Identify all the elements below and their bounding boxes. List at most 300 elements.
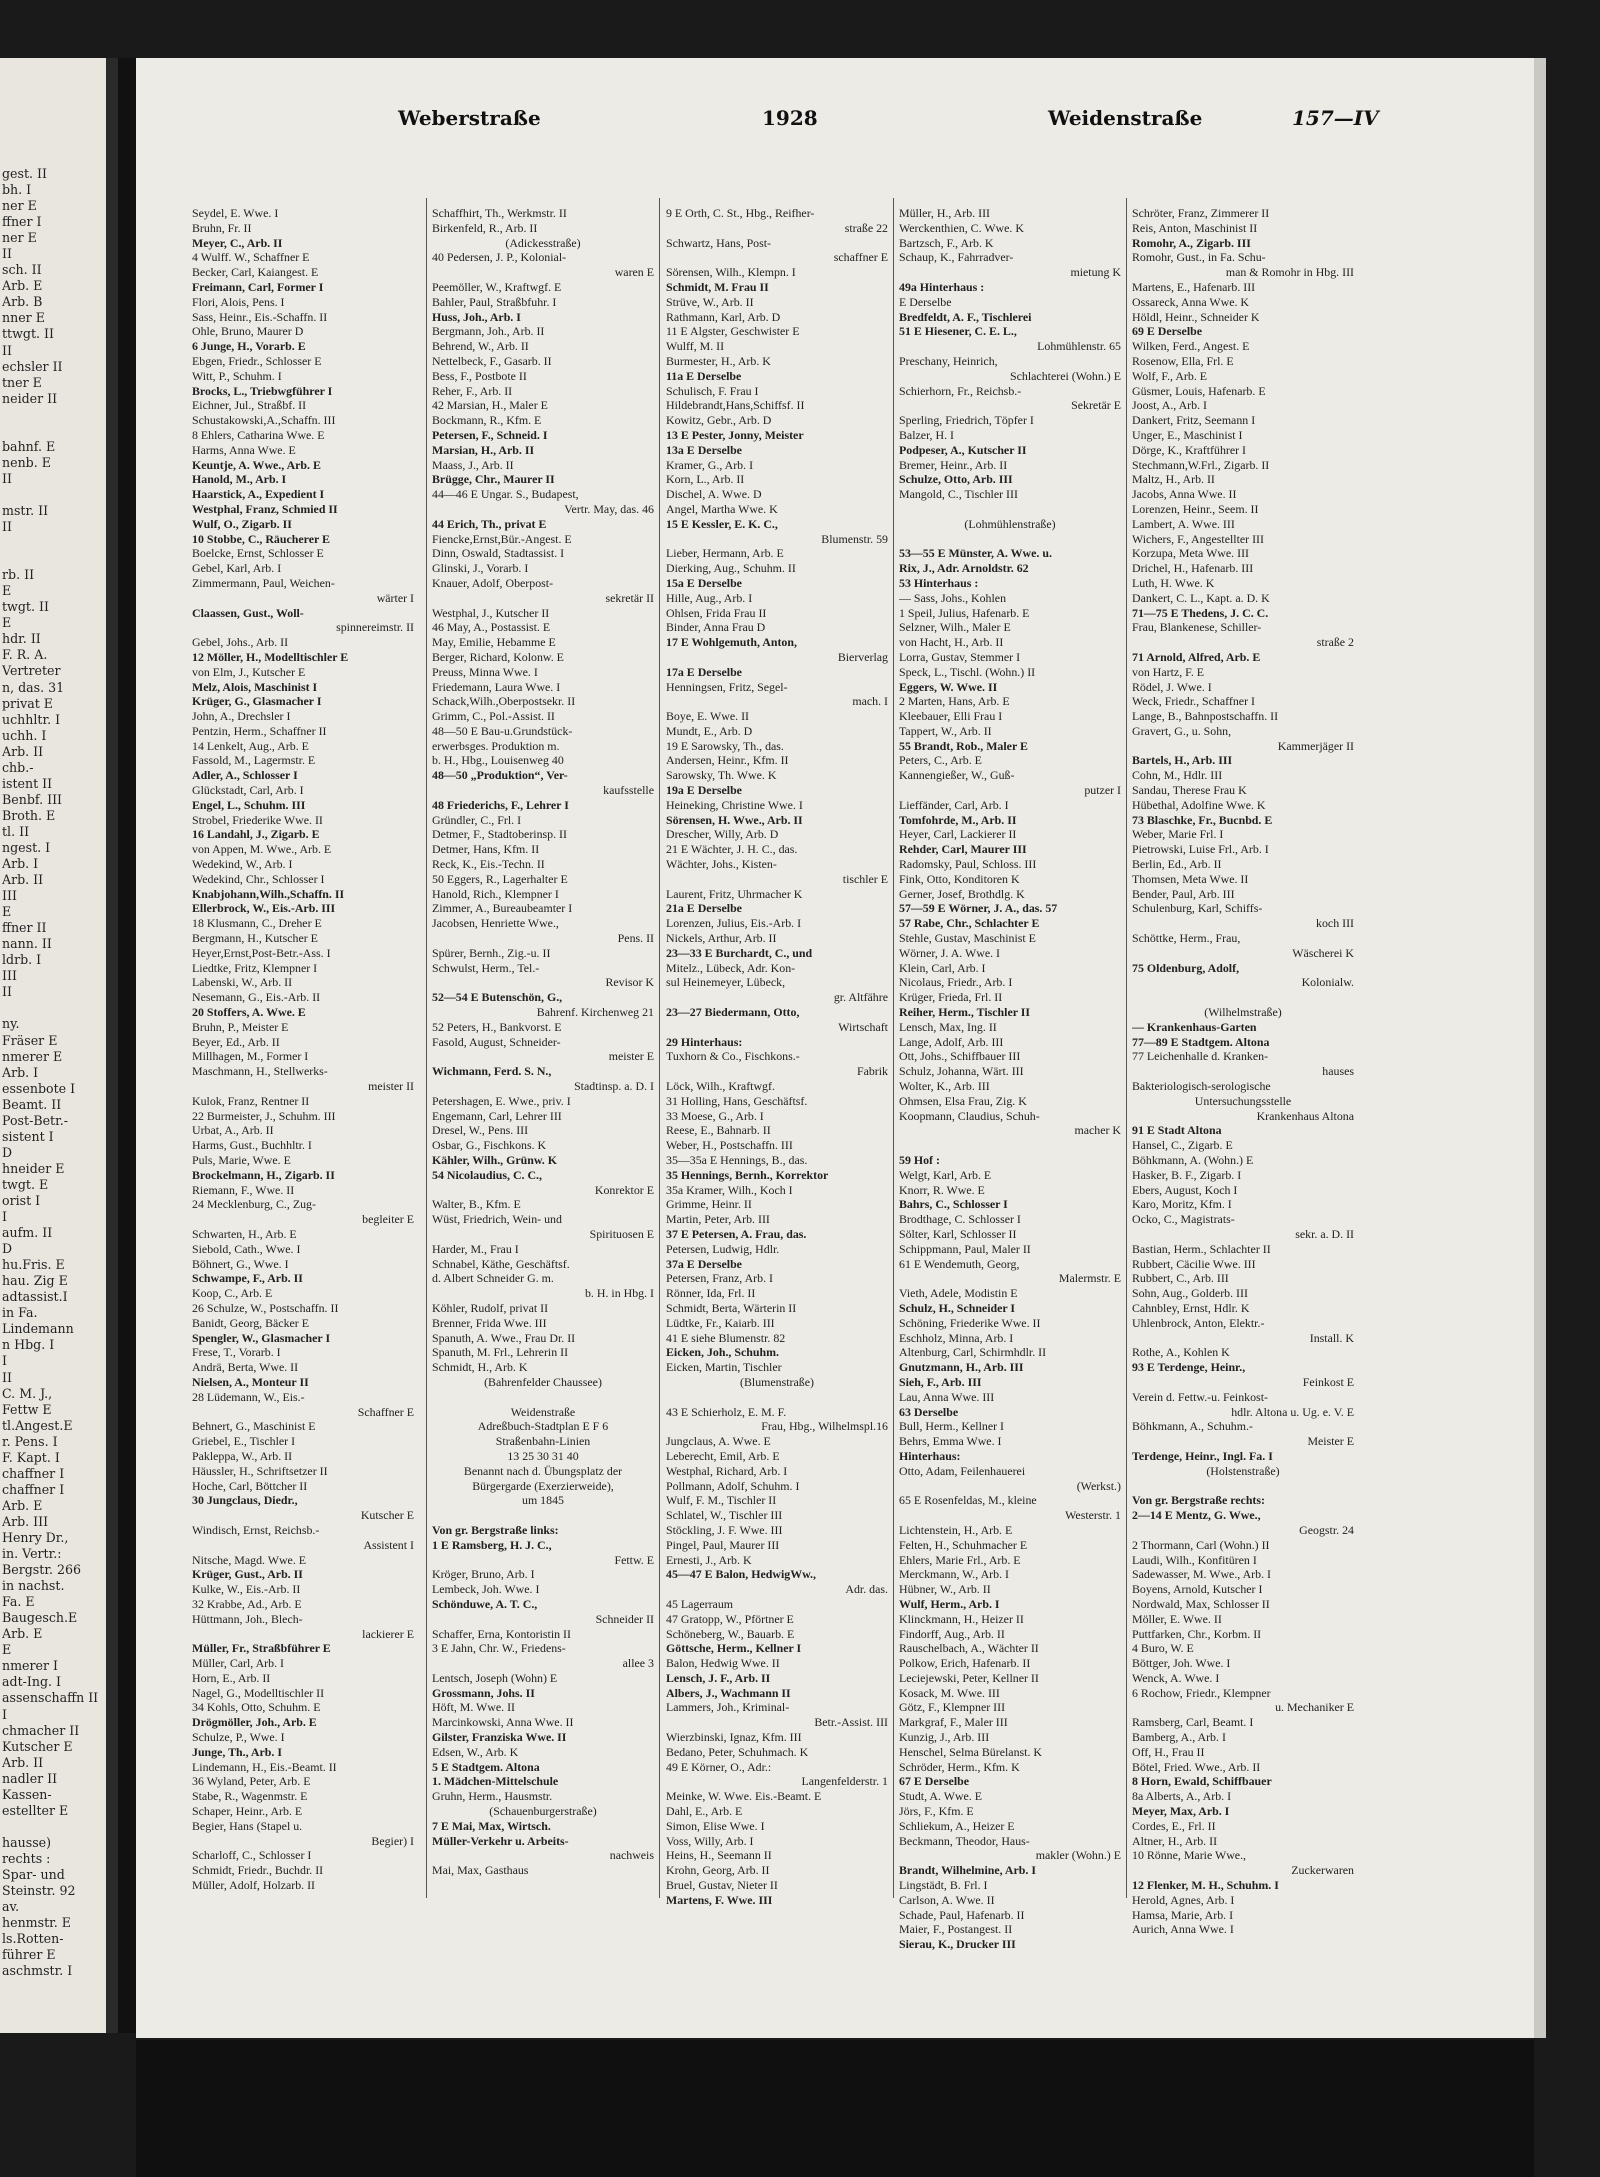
directory-entry: Müller, Adolf, Holzarb. II <box>192 1878 316 1893</box>
directory-entry: Sörensen, Wilh., Klempn. I <box>666 265 796 280</box>
directory-entry: Spanuth, A. Wwe., Frau Dr. II <box>432 1330 576 1345</box>
directory-entry: Behnert, G., Maschinist E <box>192 1419 316 1434</box>
directory-entry: Begier) I <box>371 1833 414 1848</box>
directory-entry: makler (Wohn.) E <box>1035 1848 1121 1863</box>
directory-entry: Harder, M., Frau I <box>432 1241 519 1256</box>
directory-entry: 55 Brandt, Rob., Maler E <box>899 738 1028 753</box>
directory-entry: Adler, A., Schlosser I <box>192 768 298 783</box>
directory-entry: Frau, Blankenese, Schiller- <box>1132 620 1262 635</box>
facing-page-line: ls.Rotten- <box>2 1931 64 1947</box>
directory-entry: Gründler, C., Frl. I <box>432 812 522 827</box>
directory-entry: (Holstenstraße) <box>1206 1463 1280 1478</box>
directory-entry: Nickels, Arthur, Arb. II <box>666 931 777 946</box>
directory-entry: Geogstr. 24 <box>1299 1522 1354 1537</box>
directory-entry: Ebers, August, Koch I <box>1132 1182 1238 1197</box>
directory-entry: Balon, Hedwig Wwe. II <box>666 1656 780 1671</box>
directory-entry: begleiter E <box>362 1212 414 1227</box>
directory-entry: Wirtschaft <box>838 1019 888 1034</box>
facing-page-line: F. R. A. <box>2 647 48 663</box>
directory-entry: Schulze, Otto, Arb. III <box>899 472 1013 487</box>
facing-page-line: II <box>2 470 12 486</box>
directory-entry: Schliekum, A., Heizer E <box>899 1818 1015 1833</box>
directory-entry: Schulisch, F. Frau I <box>666 383 759 398</box>
facing-page-line: uchhltr. I <box>2 711 61 727</box>
directory-entry: Tuxhorn & Co., Fischkons.- <box>666 1049 800 1064</box>
directory-entry: um 1845 <box>522 1493 564 1508</box>
directory-entry: Wächter, Johs., Kisten- <box>666 857 777 872</box>
directory-entry: Sohn, Aug., Golderb. III <box>1132 1286 1248 1301</box>
directory-entry: Walter, B., Kfm. E <box>432 1197 521 1212</box>
directory-entry: Brandt, Wilhelmine, Arb. I <box>899 1863 1036 1878</box>
directory-entry: 6 Rochow, Friedr., Klempner <box>1132 1685 1271 1700</box>
directory-entry: Bockmann, R., Kfm. E <box>432 413 542 428</box>
directory-entry: 15 E Kessler, E. K. C., <box>666 516 778 531</box>
directory-entry: Lorra, Gustav, Stemmer I <box>899 649 1021 664</box>
facing-page-line: ffner II <box>2 920 47 936</box>
directory-entry: Schmidt, Berta, Wärterin II <box>666 1300 797 1315</box>
directory-entry: Stöckling, J. F. Wwe. III <box>666 1522 783 1537</box>
directory-entry: 67 E Derselbe <box>899 1774 970 1789</box>
directory-entry: Ebgen, Friedr., Schlosser E <box>192 353 322 368</box>
directory-entry: 1. Mädchen-Mittelschule <box>432 1774 559 1789</box>
directory-entry: Hübner, W., Arb. II <box>899 1582 991 1597</box>
directory-entry: Sekretär E <box>1071 398 1121 413</box>
facing-page-line: ngest. I <box>2 839 51 855</box>
directory-entry: Knorr, R. Wwe. E <box>899 1182 985 1197</box>
directory-entry: Hildebrandt,Hans,Schiffsf. II <box>666 398 805 413</box>
facing-page-line: Spar- und <box>2 1866 65 1882</box>
directory-entry: Kosack, M. Wwe. III <box>899 1685 1000 1700</box>
directory-entry: 42 Marsian, H., Maler E <box>432 398 548 413</box>
directory-entry: Cohn, M., Hdlr. III <box>1132 768 1223 783</box>
directory-entry: Hasker, B. F., Zigarb. I <box>1132 1167 1242 1182</box>
directory-entry: Bergmann, Joh., Arb. II <box>432 324 545 339</box>
directory-entry: Nordwald, Max, Schlosser II <box>1132 1596 1270 1611</box>
scan-background <box>136 2040 1534 2177</box>
directory-entry: Hansel, C., Zigarb. E <box>1132 1138 1233 1153</box>
directory-entry: Glinski, J., Vorarb. I <box>432 561 529 576</box>
directory-entry: Brocks, L., Triebwgführer I <box>192 383 333 398</box>
facing-page-line: Baugesch.E <box>2 1610 78 1626</box>
directory-entry: Langenfelderstr. 1 <box>801 1774 888 1789</box>
directory-entry: Zimmermann, Paul, Weichen- <box>192 575 335 590</box>
directory-entry: Ellerbrock, W., Eis.-Arb. III <box>192 901 336 916</box>
facing-page-line: nmerer E <box>2 1048 63 1064</box>
directory-entry: Westphal, Richard, Arb. I <box>666 1463 788 1478</box>
directory-entry: Bahrenf. Kirchenweg 21 <box>536 1005 654 1020</box>
directory-entry: Bakteriologisch-serologische <box>1132 1079 1271 1094</box>
facing-page-line: echsler II <box>2 358 63 374</box>
directory-entry: Meister E <box>1307 1434 1354 1449</box>
facing-page-line: ldrb. I <box>2 952 42 968</box>
directory-entry: Rubbert, Cäcilie Wwe. III <box>1132 1256 1256 1271</box>
directory-entry: Fabrik <box>856 1064 888 1079</box>
directory-entry: Off, H., Frau II <box>1132 1744 1205 1759</box>
directory-entry: 48 Friederichs, F., Lehrer I <box>432 797 569 812</box>
directory-entry: 19 E Sarowsky, Th., das. <box>666 738 784 753</box>
directory-entry <box>666 1390 888 1405</box>
directory-entry: 65 E Rosenfeldas, M., kleine <box>899 1493 1037 1508</box>
directory-entry: 24 Mecklenburg, C., Zug- <box>192 1197 316 1212</box>
facing-page-line: Arb. I <box>2 1064 39 1080</box>
directory-entry: Pakleppa, W., Arb. II <box>192 1448 293 1463</box>
directory-entry: Pentzin, Herm., Schaffner II <box>192 723 327 738</box>
facing-page-line: chaffner I <box>2 1465 65 1481</box>
directory-entry: Haarstick, A., Expedient I <box>192 487 325 502</box>
directory-entry: 5 E Stadtgem. Altona <box>432 1759 540 1774</box>
facing-page-line: chb.- <box>2 759 34 775</box>
facing-page-line: n Hbg. I <box>2 1337 55 1353</box>
directory-entry: Kutscher E <box>360 1508 414 1523</box>
directory-entry: Stechmann,W.Frl., Zigarb. II <box>1132 457 1270 472</box>
directory-entry: spinnereimstr. II <box>336 620 414 635</box>
directory-entry: Heyer,Ernst,Post-Betr.-Ass. I <box>192 945 331 960</box>
directory-entry: Dierking, Aug., Schuhm. II <box>666 561 796 576</box>
facing-page-line: III <box>2 888 17 904</box>
facing-page-line: E <box>2 615 12 631</box>
directory-entry: Westphal, J., Kutscher II <box>432 605 550 620</box>
directory-entry: 26 Schulze, W., Postschaffn. II <box>192 1300 339 1315</box>
directory-entry: Lentsch, Joseph (Wohn) E <box>432 1670 558 1685</box>
directory-entry: 51 E Hiesener, C. E. L., <box>899 324 1017 339</box>
directory-entry: 11 E Algster, Geschwister E <box>666 324 800 339</box>
directory-entry: Bruel, Gustav, Nieter II <box>666 1878 778 1893</box>
directory-entry: Studt, A. Wwe. E <box>899 1789 983 1804</box>
directory-entry: Bergmann, H., Kutscher E <box>192 931 318 946</box>
directory-entry: Kunzig, J., Arb. III <box>899 1730 990 1745</box>
directory-entry: Schwampe, F., Arb. II <box>192 1271 303 1286</box>
directory-entry: Schaper, Heinr., Arb. E <box>192 1804 303 1819</box>
directory-entry: von Hartz, F. E <box>1132 664 1205 679</box>
facing-page-line: III <box>2 968 17 984</box>
directory-entry: 7 E Mai, Max, Wirtsch. <box>432 1818 551 1833</box>
facing-page-line: II <box>2 342 12 358</box>
directory-entry: Berlin, Ed., Arb. II <box>1132 857 1222 872</box>
directory-entry: Schippmann, Paul, Maler II <box>899 1241 1031 1256</box>
directory-entry: 28 Lüdemann, W., Eis.- <box>192 1389 305 1404</box>
directory-entry: Schröder, Herm., Kfm. K <box>899 1759 1020 1774</box>
directory-entry: 36 Wyland, Peter, Arb. E <box>192 1774 311 1789</box>
directory-entry: Melz, Alois, Maschinist I <box>192 679 318 694</box>
directory-entry: b. H., Hbg., Louisenweg 40 <box>432 753 564 768</box>
facing-page-line: gest. II <box>2 166 47 181</box>
directory-column-1 <box>192 206 414 1893</box>
directory-entry: Kähler, Wilh., Grünw. K <box>432 1153 557 1167</box>
facing-page-line: tl.Angest.E <box>2 1417 73 1433</box>
directory-entry: Häussler, H., Schriftsetzer II <box>192 1463 328 1478</box>
directory-entry: Sadewasser, M. Wwe., Arb. I <box>1132 1567 1271 1582</box>
directory-entry: Hanold, M., Arb. I <box>192 472 287 487</box>
directory-entry: Lingstädt, B. Frl. I <box>899 1878 988 1893</box>
directory-entry: Freimann, Carl, Former I <box>192 279 324 294</box>
directory-entry: Rönner, Ida, Frl. II <box>666 1286 756 1301</box>
directory-entry: 71 Arnold, Alfred, Arb. E <box>1132 649 1261 664</box>
directory-entry: Behrend, W., Arb. II <box>432 339 529 354</box>
directory-entry: Birkenfeld, R., Arb. II <box>432 220 538 235</box>
directory-entry <box>432 1508 654 1523</box>
facing-page-line: hdr. II <box>2 631 41 647</box>
directory-entry: hdlr. Altona u. Ug. e. V. E <box>1231 1404 1354 1419</box>
directory-entry: Mangold, C., Tischler III <box>899 487 1018 502</box>
directory-entry: Terdenge, Heinr., Ingl. Fa. I <box>1132 1448 1273 1463</box>
directory-entry: Vertr. May, das. 46 <box>564 501 654 516</box>
directory-entry: Harms, Anna Wwe. E <box>192 442 296 457</box>
directory-entry: 69 E Derselbe <box>1132 324 1203 339</box>
directory-entry: Müller-Verkehr u. Arbeits- <box>432 1833 569 1848</box>
directory-entry: Böhkmann, A., Schuhm.- <box>1132 1419 1253 1434</box>
directory-entry: Leciejewski, Peter, Kellner II <box>899 1670 1039 1685</box>
facing-page-line: ffner I <box>2 214 42 230</box>
directory-entry: Peters, C., Arb. E <box>899 753 982 768</box>
directory-entry: Otto, Adam, Feilenhauerei <box>899 1463 1026 1478</box>
directory-entry: Griebel, E., Tischler I <box>192 1434 296 1449</box>
directory-entry: Kröger, Bruno, Arb. I <box>432 1567 535 1582</box>
directory-entry: Ohle, Bruno, Maurer D <box>192 324 304 339</box>
directory-entry: Dischel, A. Wwe. D <box>666 487 762 502</box>
directory-entry: 57—59 E Wörner, J. A., das. 57 <box>899 901 1058 916</box>
facing-page-line: ner E <box>2 198 37 214</box>
directory-entry: Dörge, K., Kraftführer I <box>1132 442 1247 457</box>
directory-entry: Urbat, A., Arb. II <box>192 1123 274 1138</box>
directory-entry: Detmer, Hans, Kfm. II <box>432 842 540 857</box>
directory-entry: Maass, J., Arb. II <box>432 457 514 472</box>
directory-entry <box>899 502 1121 517</box>
directory-entry: Wulf, O., Zigarb. II <box>192 516 292 531</box>
directory-entry: Eschholz, Minna, Arb. I <box>899 1330 1014 1345</box>
directory-entry: Riemann, F., Wwe. II <box>192 1182 295 1197</box>
directory-entry: Göttsche, Herm., Kellner I <box>666 1641 802 1656</box>
facing-page-line: mstr. II <box>2 502 49 518</box>
facing-page-line: av. <box>2 1899 20 1915</box>
facing-page-line: I <box>2 1209 7 1225</box>
directory-entry: Polkow, Erich, Hafenarb. II <box>899 1656 1031 1671</box>
facing-page-line: tner E <box>2 374 42 390</box>
directory-entry: Grimm, C., Pol.-Assist. II <box>432 709 555 724</box>
directory-entry: Koopmann, Claudius, Schuh- <box>899 1108 1040 1123</box>
page-edge-shadow <box>1534 58 1546 2038</box>
directory-entry: Claassen, Gust., Woll- <box>192 605 304 620</box>
directory-entry: Frau, Hbg., Wilhelmspl.16 <box>761 1419 888 1434</box>
facing-page-line: Benbf. III <box>2 791 63 807</box>
facing-page-line: bh. I <box>2 182 32 198</box>
directory-entry: Petersen, Ludwig, Hdlr. <box>666 1241 780 1256</box>
directory-entry: Eicken, Joh., Schuhm. <box>666 1345 779 1360</box>
directory-entry: Petersen, F., Schneid. I <box>432 427 548 442</box>
directory-entry: Rix, J., Adr. Arnoldstr. 62 <box>899 561 1029 576</box>
facing-page-line: aufm. II <box>2 1225 53 1241</box>
directory-entry: Knabjohann,Wilh.,Schaffn. II <box>192 886 345 901</box>
directory-entry: schaffner E <box>833 250 888 265</box>
facing-page-line <box>2 1819 98 1835</box>
directory-entry: Drescher, Willy, Arb. D <box>666 827 779 842</box>
directory-entry: Merckmann, W., Arb. I <box>899 1567 1009 1582</box>
directory-entry: Martin, Peter, Arb. III <box>666 1212 770 1227</box>
directory-entry: 18 Klusmann, C., Dreher E <box>192 916 322 931</box>
directory-entry: Bender, Paul, Arb. III <box>1132 886 1235 901</box>
directory-entry: Nesemann, G., Eis.-Arb. II <box>192 990 321 1005</box>
directory-entry: Rathmann, Karl, Arb. D <box>666 309 781 324</box>
directory-entry: Bastian, Herm., Schlachter II <box>1132 1241 1271 1256</box>
directory-entry: Kramer, G., Arb. I <box>666 457 754 472</box>
directory-entry: Assistent I <box>363 1537 414 1552</box>
facing-page-line <box>2 407 98 423</box>
directory-entry: Siebold, Cath., Wwe. I <box>192 1241 301 1256</box>
directory-entry: 77 Leichenhalle d. Kranken- <box>1132 1049 1269 1064</box>
facing-page-line: twgt. II <box>2 599 49 615</box>
directory-entry: Ernesti, J., Arb. K <box>666 1552 752 1567</box>
directory-entry: Bartels, H., Arb. III <box>1132 753 1233 768</box>
directory-entry: Junge, Th., Arb. I <box>192 1744 282 1759</box>
directory-entry: Sölter, Karl, Schlosser II <box>899 1226 1017 1241</box>
directory-entry: nachweis <box>609 1848 654 1863</box>
directory-entry: 21 E Wächter, J. H. C., das. <box>666 842 798 857</box>
directory-entry: Korn, L., Arb. II <box>666 472 745 487</box>
directory-entry: Bahler, Paul, Straßbfuhr. I <box>432 294 557 309</box>
directory-entry: Lieber, Hermann, Arb. E <box>666 546 784 561</box>
directory-entry: Henningsen, Fritz, Segel- <box>666 679 788 694</box>
directory-entry: Wedekind, W., Arb. I <box>192 857 293 872</box>
directory-entry: 57 Rabe, Chr., Schlachter E <box>899 916 1040 931</box>
directory-entry: Köhler, Rudolf, privat II <box>432 1300 549 1315</box>
directory-entry: Strobel, Friederike Wwe. II <box>192 812 323 827</box>
directory-entry: 13 25 30 31 40 <box>507 1448 579 1463</box>
directory-entry: Korzupa, Meta Wwe. III <box>1132 546 1249 561</box>
directory-entry: Tomfohrde, M., Arb. II <box>899 812 1017 827</box>
directory-entry: Podpeser, A., Kutscher II <box>899 442 1027 457</box>
directory-entry: Wichers, F., Angestellter III <box>1132 531 1264 546</box>
directory-entry: Böhkmann, A. (Wohn.) E <box>1132 1153 1254 1167</box>
facing-page-line: n, das. 31 <box>2 679 65 695</box>
directory-entry: Nicolaus, Friedr., Arb. I <box>899 975 1013 990</box>
directory-entry: Schulze, P., Wwe. I <box>192 1730 285 1745</box>
directory-entry: Bahrs, C., Schlosser I <box>899 1197 1008 1212</box>
directory-entry: (Blumenstraße) <box>740 1374 814 1389</box>
facing-page-line: aschmstr. I <box>2 1963 73 1979</box>
directory-entry: Herold, Agnes, Arb. I <box>1132 1892 1235 1907</box>
directory-entry: u. Mechaniker E <box>1275 1700 1354 1715</box>
directory-entry: Drichel, H., Hafenarb. III <box>1132 561 1254 576</box>
directory-entry <box>899 532 1121 547</box>
directory-entry: Dinn, Oswald, Stadtassist. I <box>432 546 565 561</box>
directory-entry: 93 E Terdenge, Heinr., <box>1132 1360 1246 1375</box>
directory-entry: Betr.-Assist. III <box>814 1715 888 1730</box>
facing-page-line: tl. II <box>2 823 30 839</box>
book-spine <box>118 58 136 2033</box>
directory-entry: Hübethal, Adolfine Wwe. K <box>1132 797 1266 812</box>
facing-page-line: Post-Betr.- <box>2 1112 68 1128</box>
directory-entry: kaufsstelle <box>603 783 654 798</box>
directory-entry: Gebel, Karl, Arb. I <box>192 561 282 576</box>
directory-entry: Meyer, Max, Arb. I <box>1132 1804 1230 1819</box>
directory-entry: Wörner, J. A. Wwe. I <box>899 945 1001 960</box>
directory-entry: Dresel, W., Pens. III <box>432 1123 529 1138</box>
facing-page-line: hausse) <box>2 1834 52 1850</box>
directory-entry <box>1132 1479 1354 1494</box>
facing-page-line: Henry Dr., <box>2 1529 69 1545</box>
directory-entry: Sörensen, H. Wwe., Arb. II <box>666 812 803 827</box>
directory-entry: Scharloff, C., Schlosser I <box>192 1848 312 1863</box>
facing-page-line: rb. II <box>2 567 35 583</box>
directory-entry: Rauschelbach, A., Wächter II <box>899 1641 1039 1656</box>
directory-entry: Sandau, Therese Frau K <box>1132 783 1247 798</box>
directory-entry: Benannt nach d. Übungsplatz der <box>463 1463 623 1478</box>
directory-entry: Millhagen, M., Former I <box>192 1049 309 1064</box>
directory-entry: Sperling, Friedrich, Töpfer I <box>899 413 1034 428</box>
directory-entry: Jungclaus, A. Wwe. E <box>666 1434 771 1449</box>
facing-page-line: in nachst. <box>2 1578 65 1594</box>
directory-entry: 8 Horn, Ewald, Schiffbauer <box>1132 1774 1272 1789</box>
directory-entry: Seydel, E. Wwe. I <box>192 206 279 220</box>
column-separator <box>659 198 660 1898</box>
facing-page-line: Fettw E <box>2 1401 52 1417</box>
directory-entry: 37a E Derselbe <box>666 1256 742 1271</box>
directory-entry: Labenski, W., Arb. II <box>192 975 293 990</box>
facing-page-line: Arb. E <box>2 1626 43 1642</box>
directory-entry: Boelcke, Ernst, Schlosser E <box>192 546 324 561</box>
facing-page-line: hu.Fris. E <box>2 1257 65 1273</box>
directory-entry: Brenner, Frida Wwe. III <box>432 1315 547 1330</box>
column-separator <box>893 198 894 1898</box>
directory-entry: von Appen, M. Wwe., Arb. E <box>192 842 332 857</box>
directory-entry: Petersen, Franz, Arb. I <box>666 1271 773 1286</box>
directory-entry: 48—50 „Produktion“, Ver- <box>432 768 568 783</box>
directory-entry: (Bahrenfelder Chaussee) <box>484 1374 602 1389</box>
directory-entry: Pollmann, Adolf, Schuhm. I <box>666 1478 800 1493</box>
directory-entry: Schwulst, Herm., Tel.- <box>432 960 540 975</box>
directory-entry: Radomsky, Paul, Schloss. III <box>899 857 1037 872</box>
directory-entry: straße 22 <box>844 220 888 235</box>
directory-entry: Von gr. Bergstraße rechts: <box>1132 1493 1265 1508</box>
facing-page-line: Arb. III <box>2 1513 49 1529</box>
directory-entry: Lembeck, Joh. Wwe. I <box>432 1582 540 1597</box>
directory-entry: — Sass, Johs., Kohlen <box>899 590 1007 605</box>
facing-page-line: Kassen- <box>2 1786 52 1802</box>
directory-entry: Fiencke,Ernst,Bür.-Angest. E <box>432 531 572 546</box>
directory-entry: Adreßbuch-Stadtplan E F 6 <box>477 1419 609 1434</box>
directory-entry: Klein, Carl, Arb. I <box>899 960 986 975</box>
directory-entry: Schöning, Friederike Wwe. II <box>899 1315 1041 1330</box>
directory-entry: Straßenbahn-Linien <box>495 1434 591 1449</box>
directory-entry: Voss, Willy, Arb. I <box>666 1833 754 1848</box>
directory-entry: Engemann, Carl, Lehrer III <box>432 1108 562 1123</box>
directory-entry: sul Heinemeyer, Lübeck, <box>666 975 786 990</box>
facing-page-line: Vertreter <box>2 663 61 679</box>
directory-entry: Vieth, Adele, Modistin E <box>899 1286 1018 1301</box>
directory-entry: 54 Nicolaudius, C. C., <box>432 1167 543 1182</box>
directory-column-3 <box>666 206 888 1908</box>
directory-entry: Bedano, Peter, Schuhmach. K <box>666 1744 809 1759</box>
directory-entry: Simon, Elise Wwe. I <box>666 1818 765 1833</box>
directory-entry: Stehle, Gustav, Maschinist E <box>899 931 1036 946</box>
directory-entry: Götz, F., Klempner III <box>899 1700 1006 1715</box>
directory-entry: Liedtke, Fritz, Klempner I <box>192 960 318 975</box>
directory-entry: Böhnert, G., Wwe. I <box>192 1256 289 1271</box>
facing-page-line: Arb. II <box>2 743 44 759</box>
directory-entry: Jörs, F., Kfm. E <box>899 1804 974 1819</box>
directory-entry: macher K <box>1074 1123 1121 1138</box>
directory-entry: 12 Möller, H., Modelltischler E <box>192 649 349 664</box>
facing-page-line <box>2 423 98 439</box>
directory-entry: 77—89 E Stadtgem. Altona <box>1132 1034 1270 1049</box>
directory-entry: Schmidt, M. Frau II <box>666 279 769 294</box>
directory-entry: Engel, L., Schuhm. III <box>192 797 306 812</box>
directory-entry: Maltz, H., Arb. II <box>1132 472 1215 487</box>
directory-entry: Laudi, Wilh., Konfitüren I <box>1132 1552 1257 1567</box>
directory-entry: Andersen, Heinr., Kfm. II <box>666 753 789 768</box>
directory-entry: 2 Marten, Hans, Arb. E <box>899 694 1010 709</box>
facing-page-line: ny. <box>2 1016 20 1032</box>
facing-page-line: orist I <box>2 1193 41 1208</box>
